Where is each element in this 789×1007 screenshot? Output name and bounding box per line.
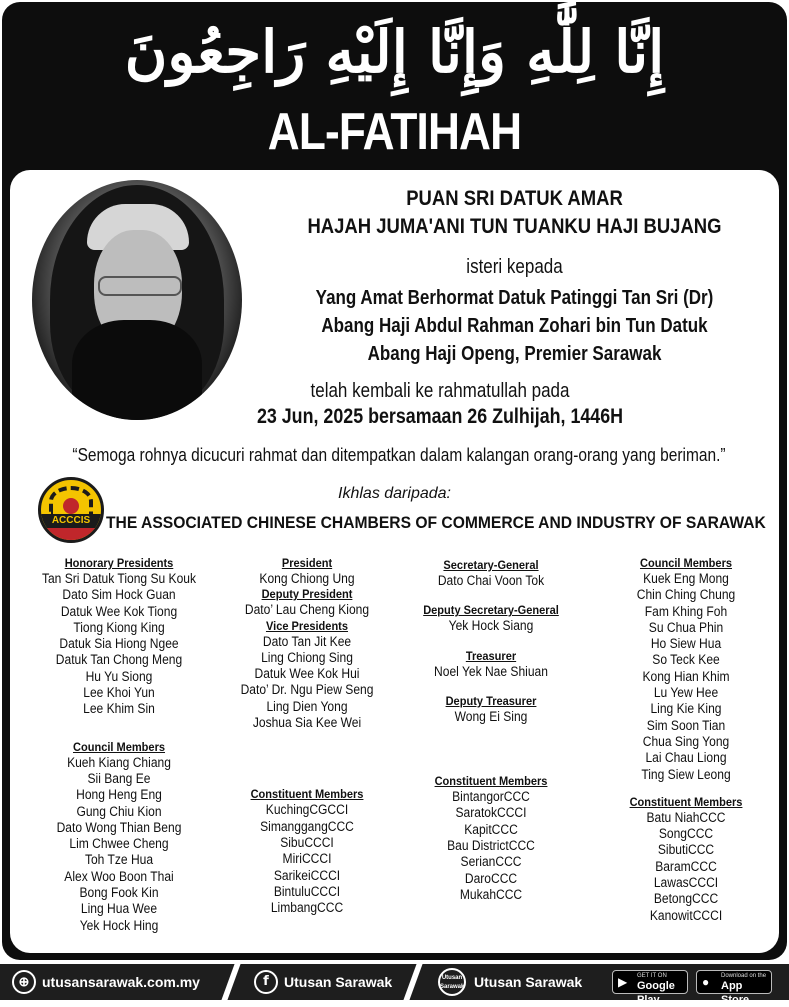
member-name: Sii Bang Ee <box>87 770 151 786</box>
shawl-shape <box>72 320 202 420</box>
member-name: Ling Chiong Sing <box>261 649 353 665</box>
member-name: Bau DistrictCCC <box>447 838 535 854</box>
council-heading-1: Council Members <box>72 739 166 754</box>
member-name: Su Chua Phin <box>648 619 724 635</box>
spouse-line3: Abang Haji Openg, Premier Sarawak <box>367 343 662 365</box>
deceased-name-line2: HAJAH JUMA'ANI TUN TUANKU HAJI BUJANG <box>307 215 722 238</box>
member-name: Hu Yu Siong <box>85 668 153 684</box>
member-name: Datuk Wee Kok Tiong <box>60 603 178 619</box>
member-name: Alex Woo Boon Thai <box>64 868 174 884</box>
member-name: Toh Tze Hua <box>84 852 154 868</box>
footer-bar <box>0 964 789 1006</box>
app-store-small-text: Download on the <box>721 973 767 979</box>
president-heading: President <box>281 556 333 570</box>
deputy-secretary-heading: Deputy Secretary-General <box>423 603 559 618</box>
member-name: Wong Ei Sing <box>454 708 528 724</box>
member-name: Datuk Wee Kok Hui <box>254 666 360 682</box>
member-name: Fam Khing Foh <box>644 603 728 619</box>
honorary-list <box>32 571 206 718</box>
member-name: SerianCCC <box>460 854 522 870</box>
relation-text: isteri kepada <box>466 256 563 278</box>
member-name: KuchingCGCCI <box>265 802 349 818</box>
constituent-heading-4: Constituent Members <box>629 794 743 809</box>
member-name: SongCCC <box>658 826 714 842</box>
member-name: Lee Khim Sin <box>83 701 155 717</box>
website-link[interactable]: utusansarawak.com.my <box>42 974 200 990</box>
member-name: SibuCCCI <box>280 834 334 850</box>
spouse-line2: Abang Haji Abdul Rahman Zohari bin Tun Datuk <box>321 315 708 337</box>
council-list-1 <box>32 755 206 934</box>
member-name: Kueh Kiang Chiang <box>67 754 171 770</box>
page-title: AL-FATIHAH <box>267 103 522 161</box>
member-name: Datuk Sia Hiong Ngee <box>59 636 179 652</box>
column-3 <box>412 558 570 903</box>
member-name: Ting Siew Leong <box>641 766 731 782</box>
member-name: So Teck Kee <box>652 652 720 668</box>
member-name: BintangorCCC <box>452 789 530 805</box>
member-name: MukahCCC <box>459 886 523 902</box>
logo-text: ACCCIS <box>41 514 101 528</box>
constituent-list-4 <box>604 810 768 924</box>
member-name: Dato Tan Jit Kee <box>262 633 352 649</box>
member-name: Chin Ching Chung <box>636 587 736 603</box>
member-name: BintuluCCCI <box>273 883 341 899</box>
organization-name: THE ASSOCIATED CHINESE CHAMBERS OF COMMERCE AND INDUSTRY OF SARAWAK <box>106 513 766 532</box>
google-play-text: Google Play <box>637 980 675 1006</box>
honorary-heading: Honorary Presidents <box>64 556 174 570</box>
globe-icon: ⊕ <box>12 970 36 994</box>
member-name: SibutiCCC <box>657 842 715 858</box>
member-name: Kong Chiong Ung <box>259 571 355 586</box>
divider-1 <box>221 962 242 1002</box>
member-name: Lee Khoi Yun <box>83 685 155 701</box>
member-name: Hong Heng Eng <box>76 787 162 803</box>
column-1 <box>32 556 206 934</box>
member-name: Dato’ Dr. Ngu Piew Seng <box>240 682 374 698</box>
logo-band <box>41 528 101 540</box>
passed-text: telah kembali ke rahmatullah pada <box>310 380 570 402</box>
president-list <box>222 571 392 587</box>
member-name: Yek Hock Siang <box>448 618 534 634</box>
column-2 <box>222 556 392 916</box>
deputy-treasurer-list <box>412 709 570 725</box>
facebook-icon: f <box>254 970 278 994</box>
member-name: Lim Chwee Cheng <box>69 836 169 852</box>
constituent-heading-3: Constituent Members <box>434 774 548 789</box>
spouse-line1: Yang Amat Berhormat Datuk Patinggi Tan Sri (Dr) <box>315 287 714 309</box>
constituent-list-2 <box>222 802 392 916</box>
divider-2 <box>403 962 424 1002</box>
member-name: Ling Kie King <box>650 701 722 717</box>
member-name: Tiong Kiong King <box>73 619 165 635</box>
member-name: SarikeiCCCI <box>273 867 341 883</box>
member-name: Lu Yew Hee <box>653 685 719 701</box>
vice-presidents-list <box>222 634 392 732</box>
deceased-name-line1: PUAN SRI DATUK AMAR <box>406 187 623 210</box>
death-date: 23 Jun, 2025 bersamaan 26 Zulhijah, 1446H <box>256 405 624 428</box>
from-label: Ikhlas daripada: <box>338 485 451 502</box>
member-name: Dato Wong Thian Beng <box>56 819 182 835</box>
member-name: SimanggangCCC <box>260 818 354 834</box>
treasurer-list <box>412 664 570 680</box>
member-name: KapitCCC <box>464 821 518 837</box>
member-name: BaramCCC <box>655 858 717 874</box>
app-store-badge[interactable] <box>696 970 772 1006</box>
member-name: Ling Hua Wee <box>80 901 158 917</box>
apple-icon: ● <box>702 975 710 989</box>
facebook-link[interactable]: Utusan Sarawak <box>284 974 393 990</box>
member-name: Bong Fook Kin <box>79 885 159 901</box>
secretary-general-list <box>412 573 570 589</box>
deputy-president-heading: Deputy President <box>261 587 353 602</box>
deputy-secretary-list <box>412 618 570 634</box>
member-name: Noel Yek Nae Shiuan <box>434 663 548 679</box>
member-name: KanowitCCCI <box>649 907 723 923</box>
google-play-badge[interactable] <box>612 970 688 1006</box>
app-store-text: App Store <box>721 980 750 1006</box>
member-name: MiriCCCI <box>282 851 332 867</box>
council-heading-4: Council Members <box>639 556 733 570</box>
member-name: Ling Dien Yong <box>266 698 348 714</box>
member-name: LawasCCCI <box>653 875 719 891</box>
glasses-shape <box>98 276 182 296</box>
member-name: BetongCCC <box>653 891 719 907</box>
member-name: Kong Hian Khim <box>642 668 730 684</box>
treasurer-heading: Treasurer <box>465 648 517 663</box>
member-name: Dato Chai Voon Tok <box>437 573 545 588</box>
deputy-treasurer-heading: Deputy Treasurer <box>445 693 537 708</box>
brand-link[interactable]: Utusan Sarawak <box>474 974 583 990</box>
arabic-calligraphy: إِنَّا لِلَّٰهِ وَإِنَّا إِلَيْهِ رَاجِعُونَ <box>124 18 665 86</box>
acccis-logo <box>38 477 104 543</box>
member-name: Kuek Eng Mong <box>643 571 729 586</box>
member-name: Ho Siew Hua <box>650 636 722 652</box>
member-name: DaroCCC <box>464 870 518 886</box>
member-name: Datuk Tan Chong Meng <box>55 652 183 668</box>
member-name: Chua Sing Yong <box>642 733 730 749</box>
member-name: LimbangCCC <box>270 900 344 916</box>
google-play-small-text: GET IT ON <box>637 973 667 979</box>
member-name: Gung Chiu Kion <box>76 803 162 819</box>
utusan-logo-icon: Utusan Sarawak <box>438 968 466 996</box>
logo-core <box>63 498 79 514</box>
google-play-icon: ▶ <box>618 975 628 989</box>
member-name: SaratokCCCI <box>455 805 527 821</box>
member-name: Tan Sri Datuk Tiong Su Kouk <box>41 571 197 586</box>
council-list-4 <box>604 571 768 783</box>
constituent-heading-2: Constituent Members <box>250 787 364 802</box>
constituent-list-3 <box>412 789 570 903</box>
member-name: Joshua Sia Kee Wei <box>252 715 362 731</box>
column-4 <box>604 556 768 924</box>
prayer-quote: “Semoga rohnya dicucuri rahmat dan ditempatkan dalam kalangan orang-orang yang beriman.” <box>72 445 726 465</box>
member-name: Sim Soon Tian <box>646 717 726 733</box>
member-name: Dato Sim Hock Guan <box>62 587 176 603</box>
member-name: Yek Hock Hing <box>79 917 159 933</box>
member-name: Lai Chau Liong <box>645 750 727 766</box>
vice-presidents-heading: Vice Presidents <box>265 618 349 633</box>
deputy-president-list <box>222 602 392 618</box>
member-name: Dato’ Lau Cheng Kiong <box>244 602 370 618</box>
member-name: Batu NiahCCC <box>646 809 726 825</box>
secretary-general-heading: Secretary-General <box>443 558 539 572</box>
